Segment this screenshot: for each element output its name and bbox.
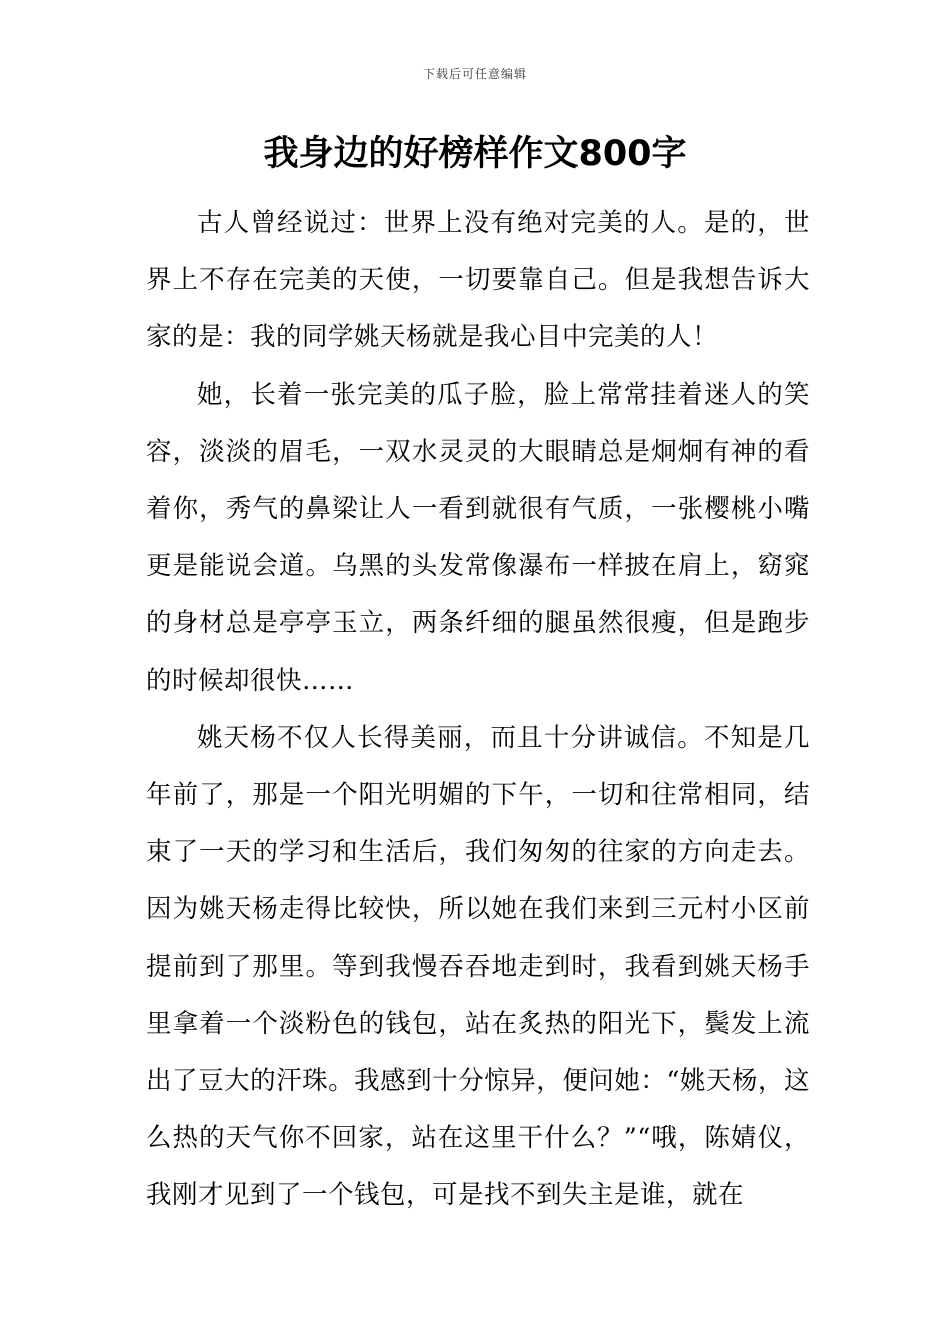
header-note: 下载后可任意编辑 [422, 67, 527, 81]
document-title: 我身边的好榜样作文800字 [263, 134, 687, 174]
paragraph-2: 她，长着一张完美的瓜子脸，脸上常常挂着迷人的笑容，淡淡的眉毛，一双水灵灵的大眼睛总是炯炯有神的看着你，秀气的鼻梁让人一看到就很有气质，一张樱桃小嘴更是能说会道。乌黑的头发常像瀑布一样披在肩上，窈窕的身材总是亭亭玉立，两条纤细的腿虽然很瘦，但是跑步的时候却很快…… [146, 379, 810, 696]
paragraph-1: 古人曾经说过：世界上没有绝对完美的人。是的，世界上不存在完美的天使，一切要靠自己。但是我想告诉大家的是：我的同学姚天杨就是我心目中完美的人！ [146, 208, 810, 353]
document-body [146, 195, 810, 1225]
paragraph-3: 姚天杨不仅人长得美丽，而且十分讲诚信。不知是几年前了，那是一个阳光明媚的下午，一切和往常相同，结束了一天的学习和生活后，我们匆匆的往家的方向走去。因为姚天杨走得比较快，所以她在我们来到三元村小区前提前到了那里。等到我慢吞吞地走到时，我看到姚天杨手里拿着一个淡粉色的钱包，站在炙热的阳光下，鬓发上流出了豆大的汗珠。我感到十分惊异，便问她：“姚天杨，这么热的天气你不回家，站在这里干什么？”“哦，陈婧仪，我刚才见到了一个钱包，可是找不到失主是谁，就在 [146, 722, 810, 1211]
